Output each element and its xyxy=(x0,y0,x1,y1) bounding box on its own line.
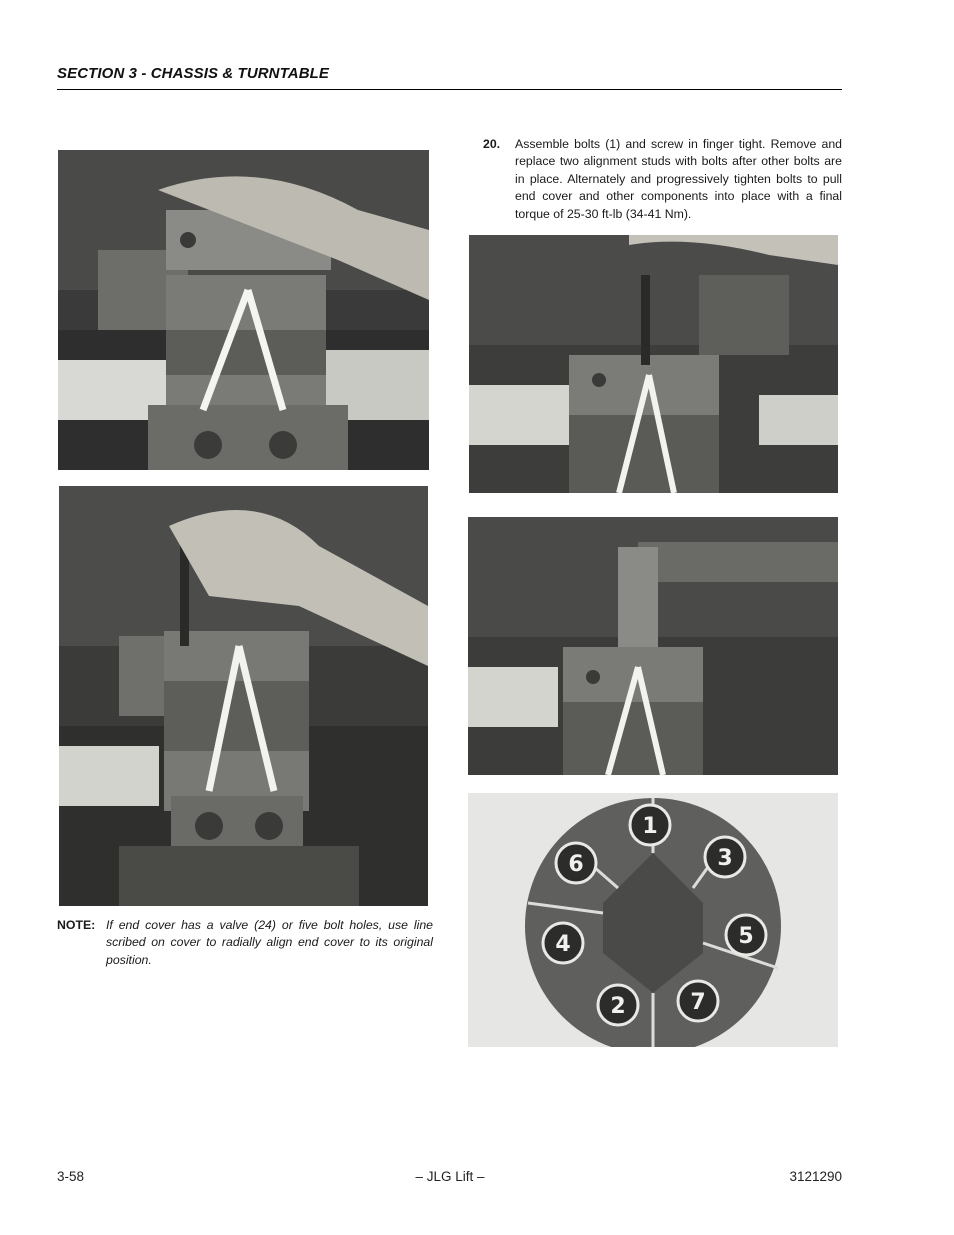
bolt-label-5: 5 xyxy=(738,924,754,949)
bolt-label-4: 4 xyxy=(555,932,571,957)
footer-center: – JLG Lift – xyxy=(415,1169,485,1184)
note-text: If end cover has a valve (24) or five bolt holes, use line scribed on cover to radially align end cover to its original position. xyxy=(106,918,433,967)
photo-bolt-insertion-left xyxy=(59,486,428,906)
step-20 xyxy=(483,136,842,223)
step-number: 20. xyxy=(483,137,501,151)
section-title: SECTION 3 - CHASSIS & TURNTABLE xyxy=(57,65,330,82)
footer-page-number: 3-58 xyxy=(57,1169,85,1184)
note-block xyxy=(57,917,433,969)
bolt-label-1: 1 xyxy=(642,814,658,839)
section-header xyxy=(57,65,842,90)
photo-torque-tightening xyxy=(468,517,838,775)
photo-end-cover-placement xyxy=(58,150,429,470)
bolt-label-2: 2 xyxy=(610,994,626,1019)
bolt-label-6: 6 xyxy=(568,852,584,877)
bolt-sequence-diagram xyxy=(468,793,838,1047)
photo-bolt-insertion-right xyxy=(469,235,838,493)
step-text: Assemble bolts (1) and screw in finger tight. Remove and replace two alignment studs with bolts after other bolts are in place. Alternately and progressively tighten bolts to pull end cover and other components into place with a final torque of 25-30 ft-lb (34-41 Nm). xyxy=(515,137,842,221)
note-label: NOTE: xyxy=(57,918,96,932)
bolt-label-7: 7 xyxy=(690,990,706,1015)
bolt-label-3: 3 xyxy=(717,846,733,871)
footer-doc-number: 3121290 xyxy=(789,1169,842,1184)
